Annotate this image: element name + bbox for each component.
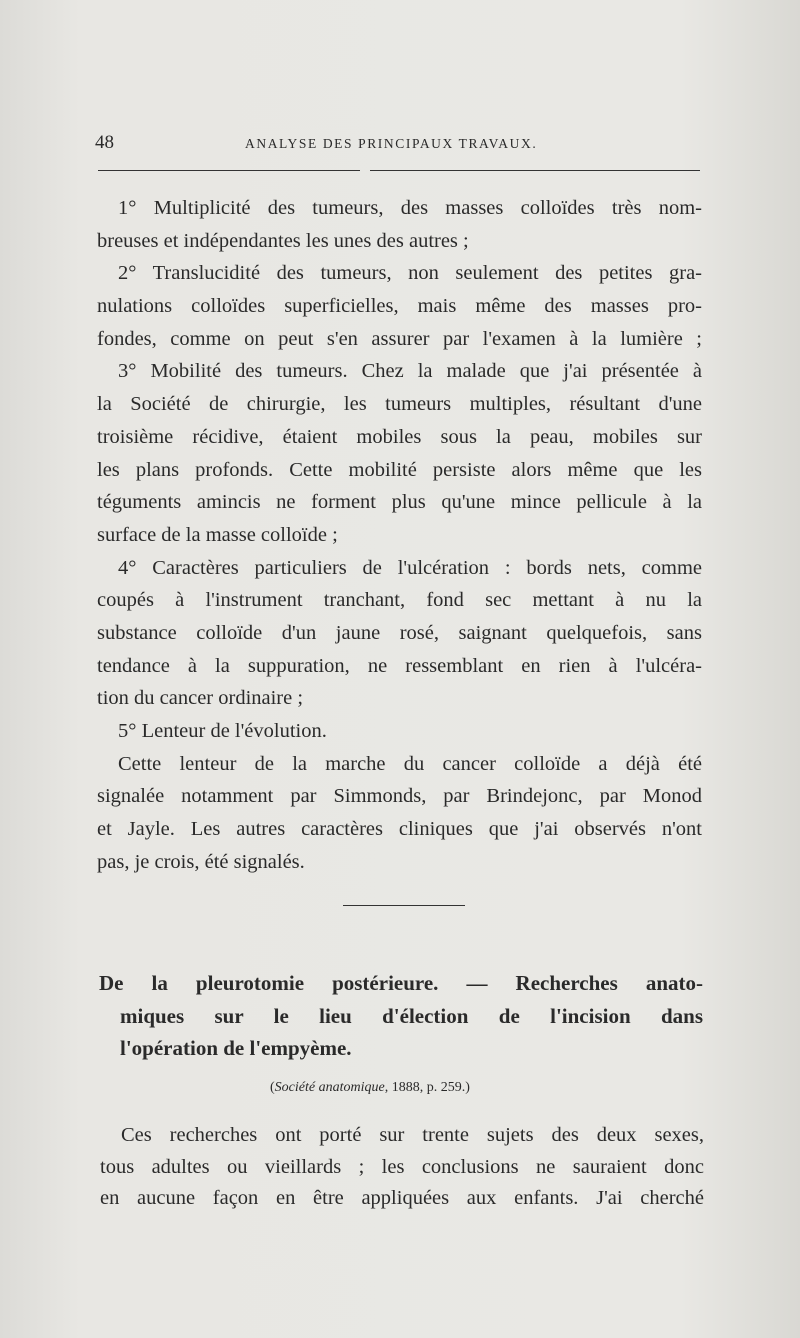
text-line: tous adultes ou vieillards ; les conclusions ne sauraient donc (100, 1155, 704, 1178)
text-line: nulations colloïdes superficielles, mais même des masses pro- (97, 295, 702, 318)
text-line: 2° Translucidité des tumeurs, non seulement des petites gra- (118, 262, 702, 285)
heading-line: l'opération de l'empyème. (120, 1036, 352, 1060)
text-line: les plans profonds. Cette mobilité persiste alors même que les (97, 458, 702, 481)
text-line: breuses et indépendantes les unes des autres ; (97, 229, 469, 252)
text-line: tendance à la suppuration, ne ressemblant en rien à l'ulcéra- (97, 654, 702, 677)
header-rule-right (370, 170, 700, 171)
text-line: 3° Mobilité des tumeurs. Chez la malade que j'ai présentée à (118, 360, 702, 383)
citation-open: ( (270, 1080, 275, 1095)
page-number: 48 (95, 132, 114, 153)
text-line: fondes, comme on peut s'en assurer par l'examen à la lumière ; (97, 327, 702, 350)
text-line: Ces recherches ont porté sur trente sujets des deux sexes, (121, 1124, 704, 1146)
text-line: 4° Caractères particuliers de l'ulcération : bords nets, comme (118, 556, 702, 579)
heading-line: De la pleurotomie postérieure. — Recherches anato- (99, 971, 703, 995)
section-divider (343, 905, 465, 906)
page-header (95, 132, 705, 156)
text-line: tion du cancer ordinaire ; (97, 687, 304, 710)
text-line: signalée notamment par Simmonds, par Brindejonc, par Monod (97, 785, 702, 808)
text-line: substance colloïde d'un jaune rosé, saignant quelquefois, sans (97, 621, 702, 644)
main-text (97, 192, 702, 878)
text-line: surface de la masse colloïde ; (97, 523, 338, 546)
text-line: la Société de chirurgie, les tumeurs multiples, résultant d'une (97, 393, 702, 416)
text-line: téguments amincis ne forment plus qu'une mince pellicule à la (97, 491, 702, 514)
heading-line: miques sur le lieu d'élection de l'incision dans (120, 1003, 703, 1028)
citation-details: , 1888, p. 259. (384, 1080, 466, 1095)
text-line: et Jayle. Les autres caractères cliniques que j'ai observés n'ont (97, 818, 702, 841)
text-line: pas, je crois, été signalés. (97, 850, 305, 873)
text-line: coupés à l'instrument tranchant, fond sec mettant à nu la (97, 589, 702, 612)
header-rule-left (98, 170, 360, 171)
citation-close: ) (465, 1080, 470, 1095)
text-line: Cette lenteur de la marche du cancer colloïde a déjà été (118, 752, 702, 775)
text-line: troisième récidive, étaient mobiles sous la peau, mobiles sur (97, 425, 702, 448)
text-line: 1° Multiplicité des tumeurs, des masses colloïdes très nom- (118, 197, 702, 219)
citation-source: Société anatomique (274, 1080, 385, 1095)
text-line: en aucune façon en être appliquées aux enfants. J'ai cherché (100, 1187, 704, 1209)
running-title: ANALYSE DES PRINCIPAUX TRAVAUX. (245, 136, 538, 151)
section-text (100, 1120, 704, 1215)
citation (270, 1080, 570, 1096)
text-line: 5° Lenteur de l'évolution. (118, 720, 327, 742)
section-heading (99, 967, 703, 1065)
